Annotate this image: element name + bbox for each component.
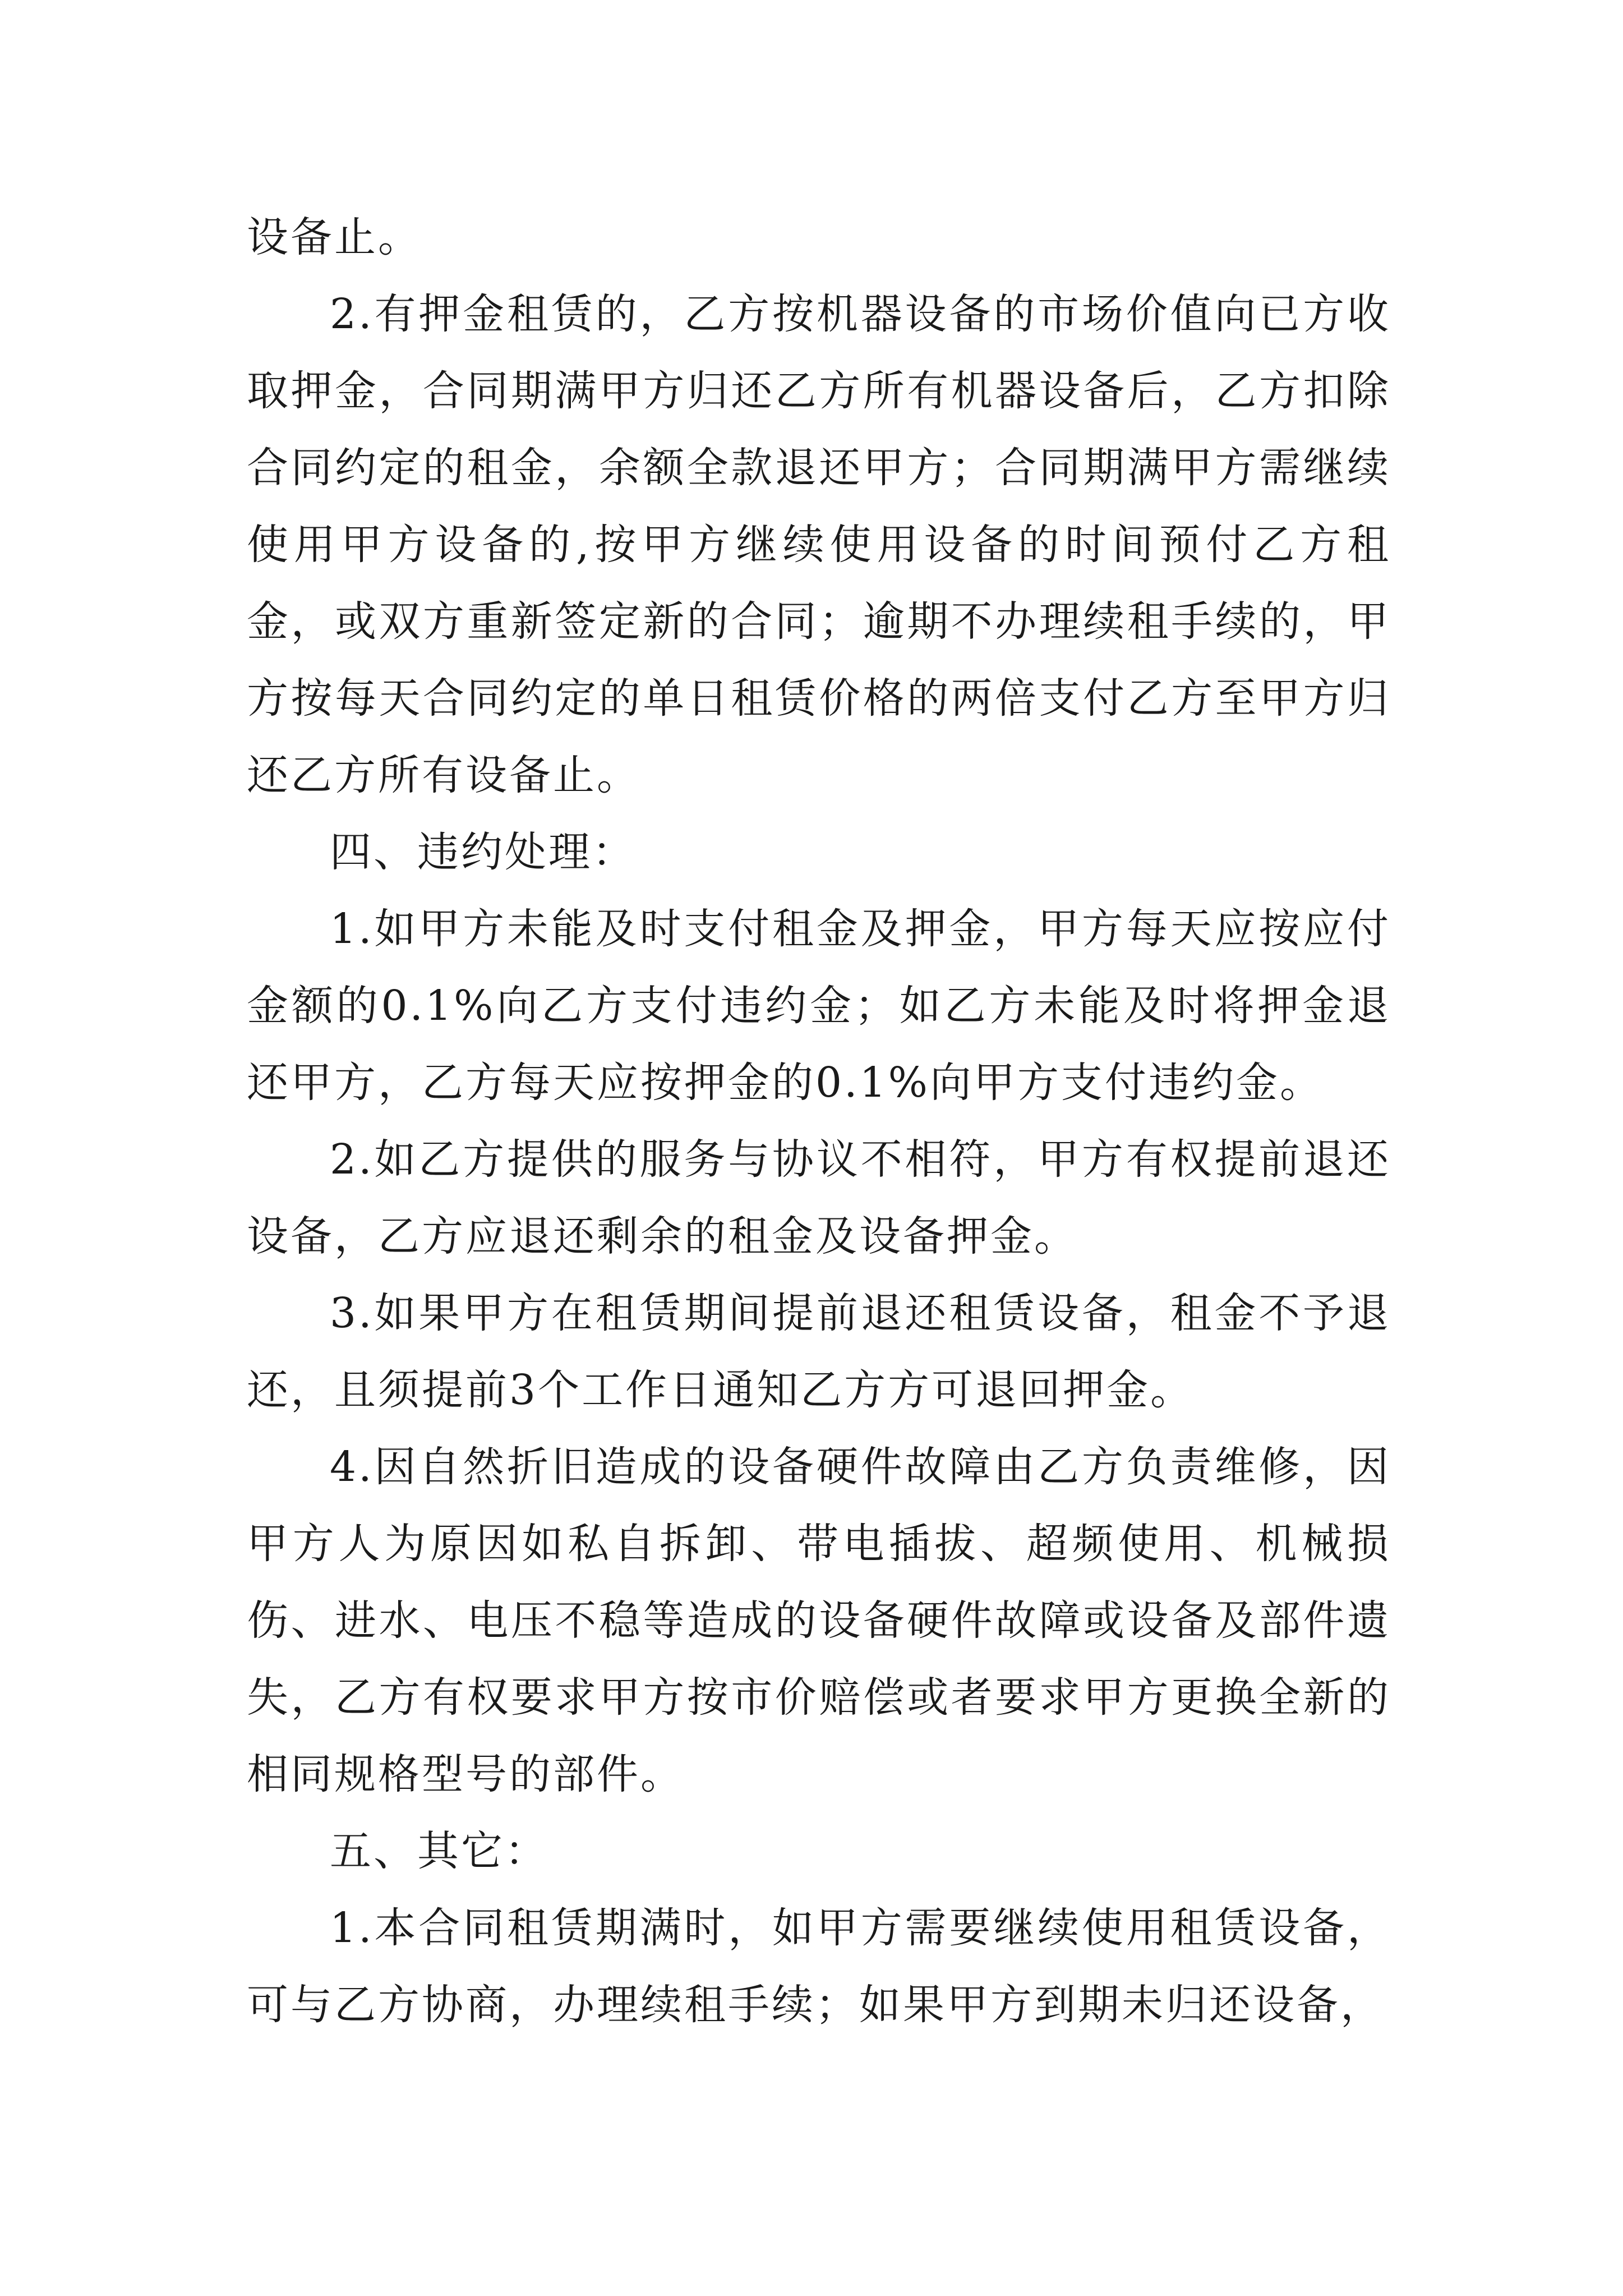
section-heading-breach: 四、违约处理： [330,828,636,876]
document-body [247,199,1391,2044]
paragraph-breach-2: 2.如乙方提供的服务与协议不相符，甲方有权提前退还设备，乙方应退还剩余的租金及设备押金。 [247,1135,1391,1260]
paragraph-breach-4: 4.因自然折旧造成的设备硬件故障由乙方负责维修，因甲方人为原因如私自拆卸、带电插拔、超频使用、机械损伤、进水、电压不稳等造成的设备硬件故障或设备及部件遗失，乙方有权要求甲方按市价赔偿或者要求甲方更换全新的相同规格型号的部件。 [247,1443,1391,1798]
paragraph-breach-1: 1.如甲方未能及时支付租金及押金，甲方每天应按应付金额的0.1%向乙方支付违约金；如乙方未能及时将押金退还甲方，乙方每天应按押金的0.1%向甲方支付违约金。 [247,905,1391,1107]
paragraph-other-1: 1.本合同租赁期满时，如甲方需要继续使用租赁设备，可与乙方协商，办理续租手续；如果甲方到期未归还设备， [247,1904,1391,2029]
paragraph-breach-3: 3.如果甲方在租赁期间提前退还租赁设备，租金不予退还，且须提前3个工作日通知乙方方可退回押金。 [247,1289,1391,1414]
section-heading-other: 五、其它： [330,1827,548,1875]
paragraph-continuation: 设备止。 [247,213,422,261]
paragraph-deposit-lease: 2.有押金租赁的，乙方按机器设备的市场价值向已方收取押金，合同期满甲方归还乙方所有机器设备后，乙方扣除合同约定的租金，余额全款退还甲方；合同期满甲方需继续使用甲方设备的,按甲方继续使用设备的时间预付乙方租金，或双方重新签定新的合同；逾期不办理续租手续的，甲方按每天合同约定的单日租赁价格的两倍支付乙方至甲方归还乙方所有设备止。 [247,290,1391,799]
